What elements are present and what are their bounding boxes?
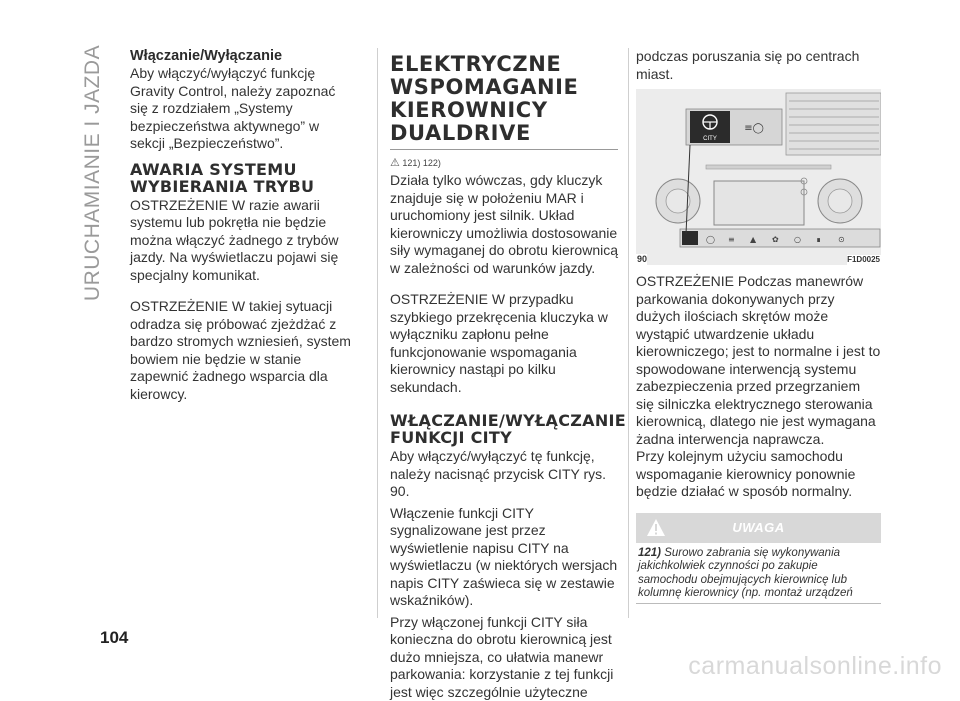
warning-box bbox=[636, 513, 881, 604]
warning-refs-text: 121) 122) bbox=[402, 158, 441, 168]
failure-warning-1: OSTRZEŻENIE W razie awarii systemu lub pokrętła nie będzie można włączyć żadnego z trybów jazdy. Na wyświetlaczu pojawi się specjalny komunikat. bbox=[130, 197, 355, 285]
warning-ref-number: 121) bbox=[638, 547, 661, 559]
figure-number: 90 bbox=[636, 254, 647, 265]
page-number: 104 bbox=[100, 628, 128, 648]
warning-refs bbox=[390, 156, 618, 169]
svg-text:≡◯: ≡◯ bbox=[744, 123, 764, 134]
svg-text:◯: ◯ bbox=[706, 235, 715, 244]
heading-line: KIEROWNICY bbox=[390, 99, 618, 122]
dashboard-illustration bbox=[636, 89, 881, 265]
column-3 bbox=[636, 48, 881, 604]
warning-box-title: UWAGA bbox=[732, 520, 784, 535]
heading-underline bbox=[390, 149, 618, 150]
section-heading-city bbox=[390, 412, 618, 446]
watermark: carmanualsonline.info bbox=[688, 652, 942, 681]
next-use-note: Przy kolejnym użyciu samochodu wspomaganie kierownicy ponownie będzie działać w sposób normalny. bbox=[636, 448, 881, 501]
city-benefit-continued: podczas poruszania się po centrach miast. bbox=[636, 48, 881, 83]
heading-line: WSPOMAGANIE bbox=[390, 76, 618, 99]
heading-line: ELEKTRYCZNE bbox=[390, 53, 618, 76]
heading-line: DUALDRIVE bbox=[390, 122, 618, 145]
dualdrive-warning: OSTRZEŻENIE W przypadku szybkiego przekręcenia kluczyka w wyłączniku zapłonu pełne funkcjonowanie wspomagania kierownicy nastąpi po kilku sekundach. bbox=[390, 291, 618, 396]
section-heading-failure bbox=[130, 161, 355, 195]
warning-triangle-icon bbox=[646, 518, 666, 538]
heading-line: FUNKCJI CITY bbox=[390, 429, 618, 446]
warning-box-header bbox=[636, 513, 881, 543]
svg-text:⊙: ⊙ bbox=[838, 235, 845, 244]
svg-text:✿: ✿ bbox=[772, 235, 779, 244]
subsection-title: Włączanie/Wyłączanie bbox=[130, 48, 355, 64]
column-divider bbox=[377, 48, 378, 618]
city-instruction: Aby włączyć/wyłączyć tę funkcję, należy nacisnąć przycisk CITY rys. 90. bbox=[390, 448, 618, 501]
heading-line: AWARIA SYSTEMU bbox=[130, 161, 355, 178]
svg-text:○: ○ bbox=[794, 235, 801, 244]
column-divider bbox=[628, 48, 629, 618]
city-benefit: Przy włączonej funkcji CITY siła konieczna do obrotu kierownicą jest dużo mniejsza, co ułatwia manewr parkowania: korzystanie z tej funkcji jest więc szczególnie użyteczne bbox=[390, 614, 618, 701]
heading-line: WŁĄCZANIE/WYŁĄCZANIE bbox=[390, 412, 618, 429]
column-2 bbox=[390, 48, 618, 701]
warning-box-body bbox=[636, 543, 881, 604]
svg-text:≡: ≡ bbox=[728, 235, 735, 244]
gravity-control-intro: Aby włączyć/wyłączyć funkcję Gravity Control, należy zapoznać się z rozdziałem „Systemy bezpieczeństwa aktywnego” w sekcji „Bezpieczeństwo”. bbox=[130, 65, 355, 153]
heavy-steering-warning: OSTRZEŻENIE Podczas manewrów parkowania dokonywanych przy dużych ilościach skrętów może wystąpić utwardzenie układu kierowniczego; jest to normalne i jest to spowodowane interwencją systemu zabezpieczenia przed przegrzaniem się silniczka elektrycznego sterowania kierownicą, dlatego nie jest wymagana żadna interwencja naprawcza. bbox=[636, 273, 881, 448]
city-button-label: CITY bbox=[703, 136, 717, 142]
figure-code: F1D0025 bbox=[847, 255, 881, 265]
warning-triangle-icon: ⚠ bbox=[390, 157, 400, 169]
section-heading-dualdrive bbox=[390, 53, 618, 145]
column-1 bbox=[130, 48, 355, 403]
heading-line: WYBIERANIA TRYBU bbox=[130, 178, 355, 195]
figure-90 bbox=[636, 89, 881, 265]
section-side-tab bbox=[78, 48, 108, 298]
section-side-tab-label: URUCHAMIANIE I JAZDA bbox=[81, 45, 105, 301]
city-indication: Włączenie funkcji CITY sygnalizowane jest przez wyświetlenie napisu CITY na wyświetlaczu (w niektórych wersjach napis CITY zaświeca się w zestawie wskaźników). bbox=[390, 505, 618, 610]
failure-warning-2: OSTRZEŻENIE W takiej sytuacji odradza się próbować zjeżdżać z bardzo stromych wzniesień, system bowiem nie będzie w stanie zapewnić żadnego wsparcia dla kierowcy. bbox=[130, 298, 355, 403]
dualdrive-description: Działa tylko wówczas, gdy kluczyk znajduje się w położeniu MAR i uruchomiony jest silnik. Układ kierowniczy umożliwia dostosowanie siły wymaganej do obrotu kierownicą w zależności od warunków jazdy. bbox=[390, 172, 618, 277]
svg-text:▲: ▲ bbox=[750, 235, 757, 244]
svg-text:∎: ∎ bbox=[816, 235, 821, 244]
warning-text: Surowo zabrania się wykonywania jakichkolwiek czynności po zakupie samochodu obejmujących kierownicę lub kolumnę kierownicy (np. montaż urządzeń bbox=[638, 547, 853, 600]
